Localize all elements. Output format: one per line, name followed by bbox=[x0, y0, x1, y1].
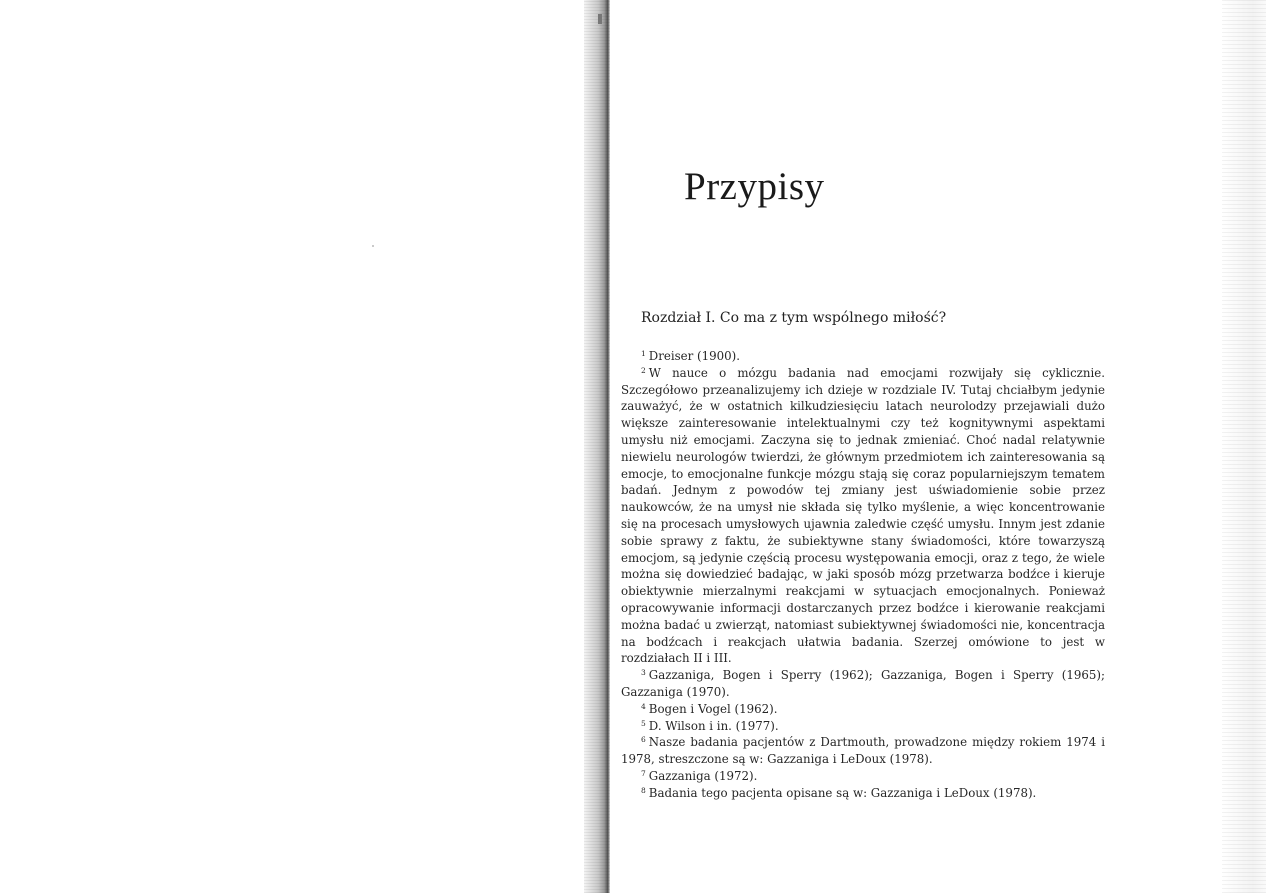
dust-speck bbox=[372, 245, 374, 247]
footnotes-list bbox=[621, 348, 1105, 802]
footnote-text: Bogen i Vogel (1962). bbox=[648, 701, 778, 716]
footnote-text: Nasze badania pacjentów z Dartmouth, prowadzone między rokiem 1974 i 1978, streszczone są w: Gazzaniga i LeDoux (1978). bbox=[621, 735, 1105, 767]
footnote-number: 7 bbox=[641, 768, 646, 778]
gutter-mark bbox=[598, 14, 602, 24]
footnote-text: Gazzaniga, Bogen i Sperry (1962); Gazzaniga, Bogen i Sperry (1965); Gazzaniga (1970). bbox=[621, 668, 1105, 699]
footnote-text: Dreiser (1900). bbox=[648, 349, 741, 363]
footnote-text: Badania tego pacjenta opisane są w: Gazzaniga i LeDoux (1978). bbox=[648, 785, 1037, 800]
footnote bbox=[621, 701, 1105, 718]
footnote-number: 8 bbox=[641, 785, 646, 795]
footnote-number: 2 bbox=[641, 365, 646, 375]
footnote-text: Gazzaniga (1972). bbox=[648, 768, 758, 783]
footnote-text: D. Wilson i in. (1977). bbox=[648, 718, 779, 733]
footnote-number: 5 bbox=[641, 718, 646, 728]
footnote bbox=[621, 365, 1105, 667]
section-heading: Rozdział I. Co ma z tym wspólnego miłość? bbox=[641, 310, 947, 326]
chapter-title: Przypisy bbox=[684, 165, 825, 208]
left-page-blank bbox=[0, 0, 584, 893]
footnote-number: 6 bbox=[641, 735, 646, 745]
footnote-number: 4 bbox=[641, 701, 646, 711]
footnote-number: 1 bbox=[641, 349, 646, 358]
footnote bbox=[621, 348, 1105, 365]
footnote bbox=[621, 667, 1105, 701]
footnote bbox=[621, 768, 1105, 785]
footnote bbox=[621, 734, 1105, 768]
footnote-number: 3 bbox=[641, 668, 646, 678]
footnote bbox=[621, 785, 1105, 802]
book-gutter bbox=[584, 0, 610, 893]
footnote bbox=[621, 718, 1105, 735]
footnote-text: W nauce o mózgu badania nad emocjami rozwijały się cyklicznie. Szczegółowo przeanalizujemy ich dzieje w rozdziale IV. Tutaj chciałbym jedynie zauważyć, że w ostatnich kilkudziesięciu latach neurolodzy przejawiali dużo większe zainteresowanie intelektualnymi czy też kognitywnymi aspektami umysłu niż emocjami. Zaczyna się to jednak zmieniać. Choć nadal relatywnie niewielu neurologów twierdzi, że głównym przedmiotem ich zainteresowania są emocje, to emocjonalne funkcje mózgu stają się coraz popularniejszym tematem badań. Jednym z powodów tej zmiany jest uświadomienie sobie przez naukowców, że na umysł nie składa się tylko myślenie, a więc koncentrowanie się na procesach umysłowych ujawnia zaledwie część umysłu. Innym jest zdanie sobie sprawy z faktu, że subiektywne stany świadomości, które towarzyszą emocjom, są jedynie częścią procesu występowania emocji, oraz z tego, że wiele można się dowiedzieć badając, w jaki sposób mózg przetwarza bodźce i kieruje obiektywnie mierzalnymi reakcjami w sytuacjach emocjonalnych. Ponieważ opracowywanie informacji dostarczanych przez bodźce i kierowanie reakcjami można badać u zwierząt, natomiast subiektywnej świadomości nie, koncentracja na bodźcach i reakcjach ułatwia badania. Szerzej omówione to jest w rozdziałach II i III. bbox=[621, 365, 1105, 666]
page-edge-shadow bbox=[1222, 0, 1266, 893]
